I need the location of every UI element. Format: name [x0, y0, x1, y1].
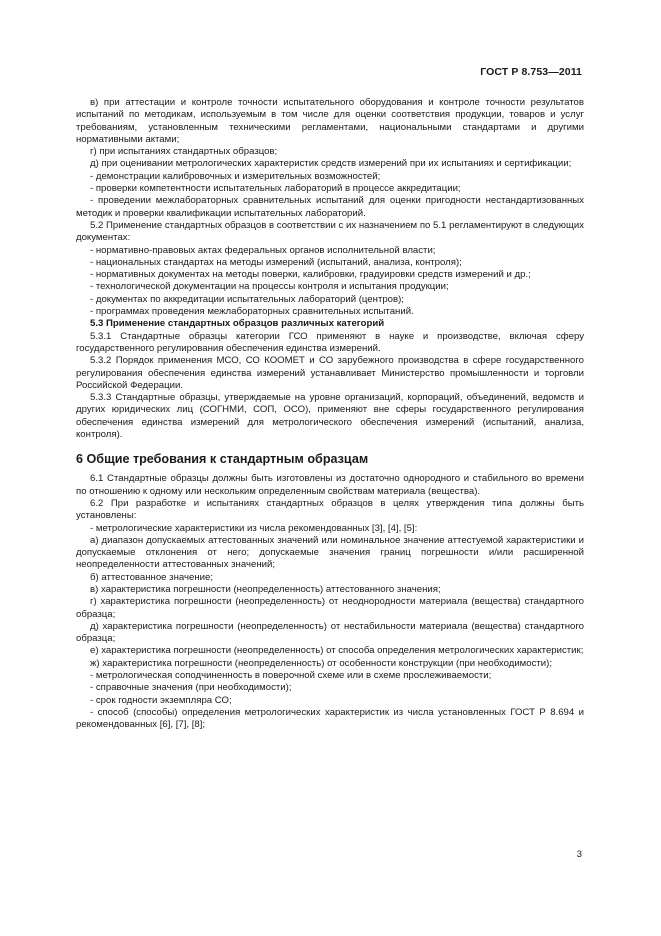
paragraph: - нормативных документах на методы поверки, калибровки, градуировки средств измерений и др.;: [90, 269, 531, 281]
paragraph: - технологической документации на процессы контроля и испытания продукции;: [90, 281, 449, 293]
paragraph: а) диапазон допускаемых аттестованных значений или номинальное значение аттестуемой характеристики и допускаемые отклонения от него; допускаемые значения границ погрешности и/или расширенной неопределенности аттестованных значений;: [76, 534, 584, 571]
paragraph: - метрологические характеристики из числа рекомендованных [3], [4], [5]:: [90, 522, 418, 534]
paragraph: 5.2 Применение стандартных образцов в соответствии с их назначением по 5.1 регламентируют в следующих документах:: [76, 219, 584, 244]
section-heading: 6 Общие требования к стандартным образцам: [76, 452, 369, 467]
paragraph: в) характеристика погрешности (неопределенность) аттестованного значения;: [90, 583, 441, 595]
paragraph: 6.2 При разработке и испытаниях стандартных образцов в целях утверждения типа должны быть установлены:: [76, 497, 584, 522]
paragraph: г) при испытаниях стандартных образцов;: [90, 146, 278, 158]
paragraph: ж) характеристика погрешности (неопределенность) от особенности конструкции (при необходимости);: [90, 657, 553, 669]
paragraph: - срок годности экземпляра СО;: [90, 694, 232, 706]
paragraph: - способ (способы) определения метрологических характеристик из числа установленных ГОСТ Р 8.694 и рекомендованных [6], [7], [8];: [76, 706, 584, 731]
paragraph: 6.1 Стандартные образцы должны быть изготовлены из достаточно однородного и стабильного во времени по отношению к одному или нескольким определенным свойствам материала (вещества).: [76, 473, 584, 497]
paragraph: е) характеристика погрешности (неопределенность) от способа определения метрологических характеристик;: [90, 645, 584, 657]
paragraph: - метрологическая соподчиненность в поверочной схеме или в схеме прослеживаемости;: [90, 670, 492, 682]
paragraph: б) аттестованное значение;: [90, 571, 213, 583]
paragraph: г) характеристика погрешности (неопределенность) от неоднородности материала (вещества) стандартного образца;: [76, 596, 584, 620]
paragraph: 5.3.2 Порядок применения МСО, СО КООМЕТ и СО зарубежного производства в сфере государственного регулирования обеспечения единства измерений устанавливает Министерство промышленности и торговли Российской Федерации.: [76, 355, 584, 391]
paragraph: - программах проведения межлабораторных сравнительных испытаний.: [90, 306, 414, 318]
paragraph: - демонстрации калибровочных и измерительных возможностей;: [90, 170, 381, 182]
document-body: [76, 97, 584, 732]
paragraph: в) при аттестации и контроле точности испытательного оборудования и контроле точности результатов испытаний по методикам, используемым в том числе для оценки соответствия продукции, товаров и услуг требованиям, установленным техническими регламентами, национальными стандартами и другими нормативными актами;: [76, 97, 584, 145]
paragraph: д) характеристика погрешности (неопределенность) от нестабильности материала (вещества) стандартного образца;: [76, 620, 584, 645]
page-number: 3: [576, 849, 582, 860]
paragraph: - документах по аккредитации испытательных лабораторий (центров);: [90, 293, 404, 305]
doc-code-header: ГОСТ Р 8.753—2011: [480, 66, 582, 78]
paragraph: 5.3.3 Стандартные образцы, утверждаемые на уровне организаций, корпораций, объединений, ведомств и других юридических лиц (СОГНМИ, СОП, ОСО), применяют вне сферы государственного регулирования обеспечения единства измерений для метрологического обеспечения измерений (испытаний, анализа, контроля).: [76, 392, 584, 441]
paragraph: - справочные значения (при необходимости);: [90, 682, 292, 694]
paragraph: - проверки компетентности испытательных лабораторий в процессе аккредитации;: [90, 183, 461, 195]
paragraph: - проведении межлабораторных сравнительных испытаний для оценки пригодности нестандартизованных методик и проверки квалификации испытательных лабораторий.: [76, 195, 584, 219]
paragraph: - национальных стандартах на методы измерений (испытаний, анализа, контроля);: [90, 256, 462, 268]
paragraph: 5.3.1 Стандартные образцы категории ГСО применяют в науке и производстве, включая сферу государственного регулирования обеспечения единства измерений.: [76, 330, 584, 354]
subsection-heading: 5.3 Применение стандартных образцов различных категорий: [90, 318, 385, 330]
paragraph: - нормативно-правовых актах федеральных органов исполнительной власти;: [90, 244, 436, 256]
paragraph: д) при оценивании метрологических характеристик средств измерений при их испытаниях и сертификации;: [90, 158, 572, 170]
